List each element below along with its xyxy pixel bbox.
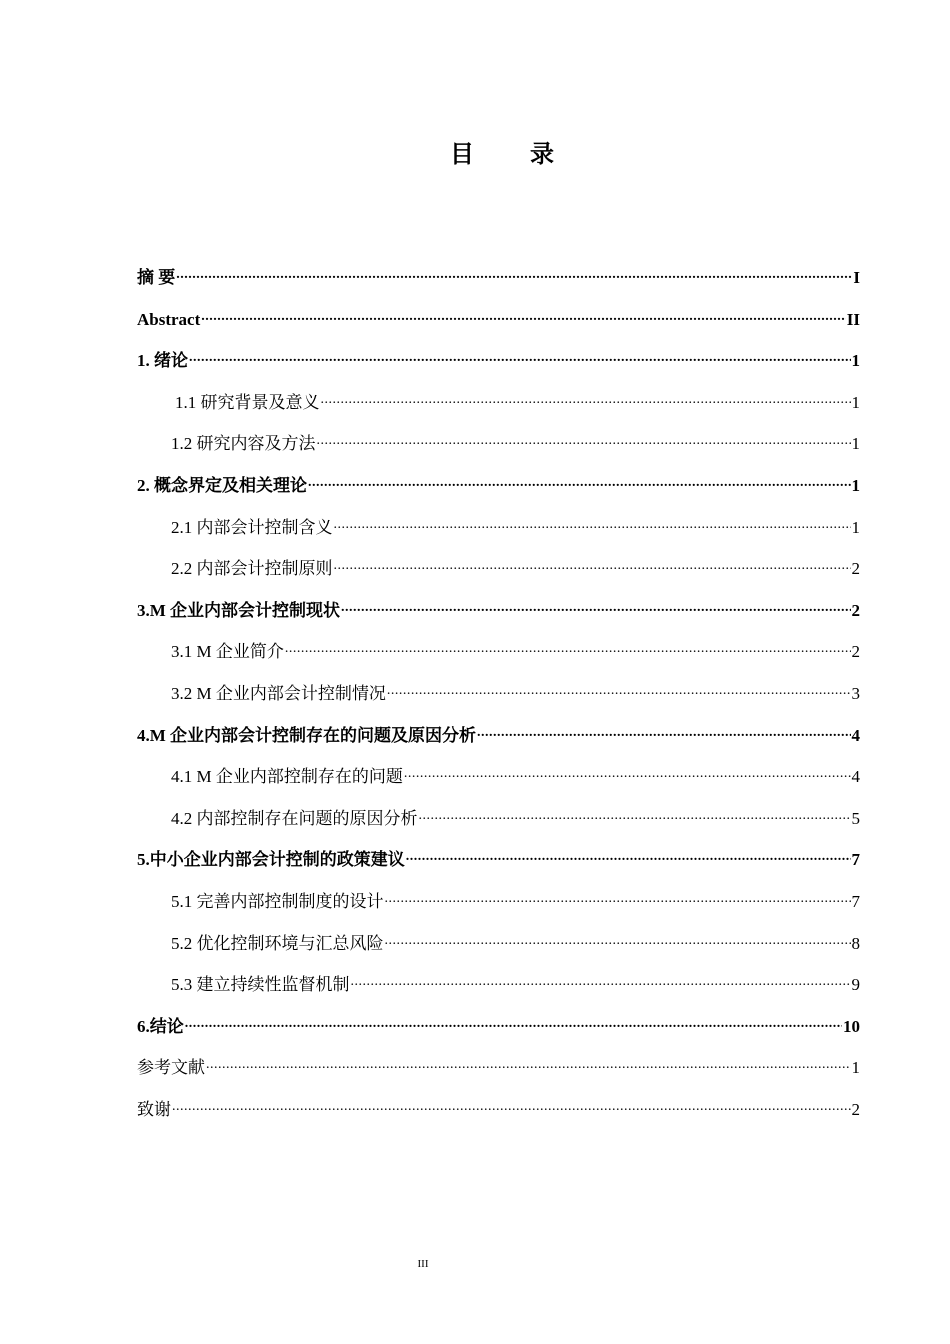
toc-leader-dots xyxy=(387,679,851,699)
toc-entry-page: 5 xyxy=(851,808,860,828)
toc-entry-page: 1 xyxy=(851,434,860,454)
toc-leader-dots xyxy=(385,929,851,949)
toc-entry-label: Abstract xyxy=(137,309,201,329)
toc-leader-dots xyxy=(189,346,851,366)
toc-leader-dots xyxy=(406,845,851,865)
toc-entry[interactable] xyxy=(137,553,860,595)
toc-entry-page: 1 xyxy=(851,1058,860,1078)
toc-entry-page: 3 xyxy=(851,683,860,703)
toc-entry[interactable] xyxy=(137,969,860,1011)
toc-entry-label: 3.2 M 企业内部会计控制情况 xyxy=(171,683,386,703)
toc-entry-label: 5.2 优化控制环境与汇总风险 xyxy=(171,933,384,953)
toc-entry[interactable] xyxy=(137,262,860,304)
toc-entry-label: 1.2 研究内容及方法 xyxy=(171,434,316,454)
toc-entry-label: 2. 概念界定及相关理论 xyxy=(137,475,307,495)
toc-entry-label: 2.1 内部会计控制含义 xyxy=(171,517,333,537)
toc-entry-label: 3.1 M 企业简介 xyxy=(171,642,284,662)
toc-entry-page: 2 xyxy=(851,642,860,662)
toc-entry-label: 致谢 xyxy=(137,1099,171,1119)
toc-entry-label: 5.3 建立持续性监督机制 xyxy=(171,975,350,995)
toc-entry[interactable] xyxy=(137,678,860,720)
toc-leader-dots xyxy=(334,513,851,533)
toc-entry[interactable] xyxy=(137,1011,860,1053)
toc-entry[interactable] xyxy=(137,636,860,678)
toc-entry[interactable] xyxy=(137,886,860,928)
toc-entry-page: 1 xyxy=(851,475,860,495)
toc-leader-dots xyxy=(206,1053,851,1073)
toc-entry[interactable] xyxy=(137,512,860,554)
toc-entry-label: 5.中小企业内部会计控制的政策建议 xyxy=(137,850,405,870)
toc-leader-dots xyxy=(201,305,846,325)
toc-entry-label: 摘 要 xyxy=(137,268,176,287)
toc-entry-label: 2.2 内部会计控制原则 xyxy=(171,559,333,579)
page-title: 目 录 xyxy=(450,140,570,168)
toc-entry-page: 7 xyxy=(851,891,860,911)
toc-entry-label: 4.2 内部控制存在问题的原因分析 xyxy=(171,808,418,828)
toc-entry[interactable] xyxy=(137,761,860,803)
toc-entry-page: 1 xyxy=(851,392,860,412)
toc-leader-dots xyxy=(172,1095,851,1115)
toc-entry[interactable] xyxy=(137,1052,860,1094)
toc-entry-label: 1. 绪论 xyxy=(137,351,188,371)
toc-entry-label: 5.1 完善内部控制制度的设计 xyxy=(171,891,384,911)
toc-entry[interactable] xyxy=(137,1094,860,1136)
toc-entry-page: 2 xyxy=(851,600,860,620)
toc-entry[interactable] xyxy=(137,844,860,886)
toc-entry-page: II xyxy=(846,309,860,329)
toc-entry-label: 4.1 M 企业内部控制存在的问题 xyxy=(171,767,403,787)
toc-leader-dots xyxy=(341,596,850,616)
toc-entry-page: 4 xyxy=(851,767,860,787)
table-of-contents xyxy=(137,262,860,1135)
toc-entry-page: 10 xyxy=(843,1016,860,1036)
toc-entry-label: 1.1 研究背景及意义 xyxy=(175,392,320,412)
toc-entry-page: 1 xyxy=(851,517,860,537)
toc-entry-page: 2 xyxy=(851,1099,860,1119)
toc-entry-label: 4.M 企业内部会计控制存在的问题及原因分析 xyxy=(137,725,477,745)
toc-entry-label: 6.结论 xyxy=(137,1016,184,1036)
toc-entry-page: 1 xyxy=(851,351,860,371)
toc-leader-dots xyxy=(317,429,851,449)
toc-leader-dots xyxy=(321,388,851,408)
toc-entry-page: 8 xyxy=(851,933,860,953)
toc-leader-dots xyxy=(176,263,852,283)
toc-entry-page: 9 xyxy=(851,975,860,995)
toc-entry-page: 7 xyxy=(851,850,860,870)
toc-entry-page: 4 xyxy=(851,725,860,745)
toc-entry[interactable] xyxy=(137,304,860,346)
toc-entry[interactable] xyxy=(137,928,860,970)
toc-entry[interactable] xyxy=(137,387,860,429)
page-number: III xyxy=(417,1258,429,1270)
toc-leader-dots xyxy=(419,804,851,824)
toc-entry-page: I xyxy=(853,268,860,287)
toc-entry[interactable] xyxy=(137,720,860,762)
toc-entry[interactable] xyxy=(137,345,860,387)
toc-leader-dots xyxy=(404,762,851,782)
toc-leader-dots xyxy=(334,554,851,574)
toc-entry[interactable] xyxy=(137,428,860,470)
toc-entry[interactable] xyxy=(137,595,860,637)
toc-leader-dots xyxy=(285,637,851,657)
toc-entry-label: 3.M 企业内部会计控制现状 xyxy=(137,600,341,620)
toc-leader-dots xyxy=(351,970,851,990)
toc-entry[interactable] xyxy=(137,803,860,845)
toc-entry[interactable] xyxy=(137,470,860,512)
toc-leader-dots xyxy=(385,887,851,907)
toc-leader-dots xyxy=(185,1012,842,1032)
toc-leader-dots xyxy=(308,471,851,491)
toc-leader-dots xyxy=(477,721,850,741)
toc-entry-label: 参考文献 xyxy=(137,1058,205,1078)
toc-entry-page: 2 xyxy=(851,559,860,579)
